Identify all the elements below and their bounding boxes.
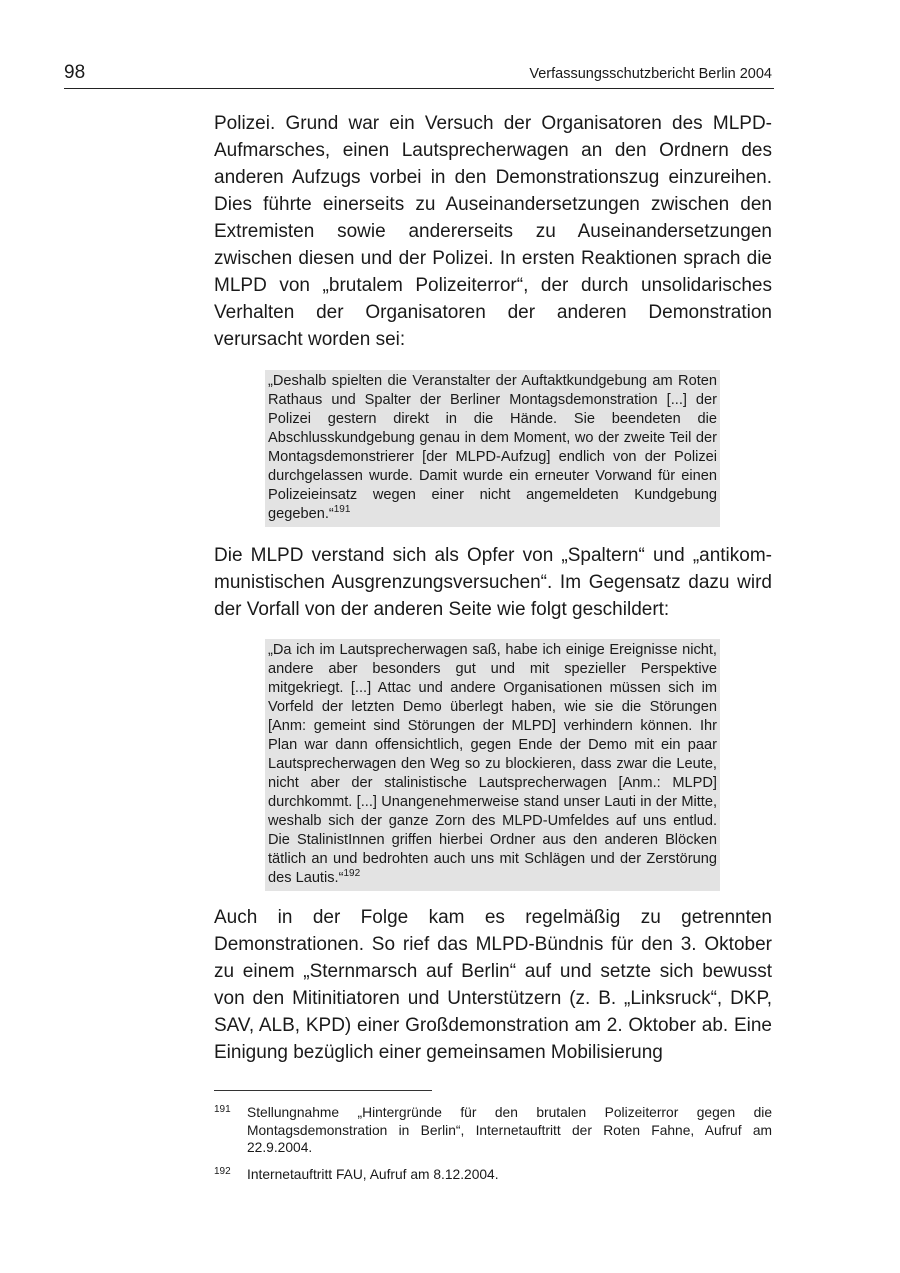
body-paragraph-2: Die MLPD verstand sich als Opfer von „Spaltern“ und „antikommunistischen Ausgrenzungsversuchen“. Im Gegensatz dazu wird der Vorfall von der anderen Seite wie folgt geschildert: <box>214 545 772 620</box>
footnote-192 <box>214 1166 772 1184</box>
footnote-text: Internetauftritt FAU, Aufruf am 8.12.2004. <box>247 1166 499 1182</box>
quote-1-text: „Deshalb spielten die Veranstalter der Auftaktkundgebung am Roten Rathaus und Spalter der Berliner Montagsdemonstration [...] der Polizei gestern direkt in die Hände. Sie beendeten die Abschlusskundgebung genau in dem Moment, wo der zweite Teil der Montagsdemonstrierer [der MLPD-Aufzug] endlich von der Polizei durchgelassen wurde. Damit wurde ein erneuter Vorwand für einen Polizeieinsatz wegen einer nicht angemeldeten Kundgebung gegeben.“ <box>268 373 717 522</box>
footnote-separator <box>214 1090 432 1091</box>
footnote-191 <box>214 1104 772 1157</box>
page-number: 98 <box>64 62 86 83</box>
footnote-text: Stellungnahme „Hintergründe für den brutalen Polizeiterror gegen die Montagsdemonstration in Berlin“, Internetauftritt der Roten Fahne, Aufruf am 22.9.2004. <box>247 1105 772 1155</box>
footnotes <box>214 1104 772 1192</box>
page-header <box>64 62 774 89</box>
quote-2-text: „Da ich im Lautsprecherwagen saß, habe ich einige Ereignisse nicht, andere aber besonders gut und mit spezieller Perspektive mitgekriegt. [...] Attac und andere Organisationen müssen sich im Vorfeld der letzten Demo überlegt haben, wie sie die Störungen [Anm: gemeint sind Störungen der MLPD] verhindern können. Ihr Plan war dann offensichtlich, gegen Ende der Demo mit ein paar Lautsprecherwagen den Weg so zu blockieren, dass zwar die Leute, nicht aber der stalinistische Lautsprecherwagen [Anm.: MLPD] durchkommt. [...] Unangenehmerweise stand unser Lauti in der Mitte, weshalb sich der ganze Zorn des MLPD-Umfeldes auf uns entlud. Die StalinistInnen griffen hierbei Ordner aus den anderen Blöcken tätlich an und bedrohten auch uns mit Schlägen und der Zerstörung des Lautis.“ <box>268 642 717 886</box>
footnote-ref-192: 192 <box>343 868 361 879</box>
footnote-number: 191 <box>214 1104 231 1115</box>
body-paragraph-3: Auch in der Folge kam es regelmäßig zu getrennten Demonstrationen. So rief das MLPD-Bündnis für den 3. Oktober zu einem „Sternmarsch auf Berlin“ auf und setzte sich bewusst von den Mitinitiatoren und Unterstützern (z. B. „Linksruck“, DKP, SAV, ALB, KPD) einer Großdemonstration am 2. Oktober ab. Eine Einigung bezüglich einer gemeinsamen Mobilisierung <box>214 907 772 1063</box>
block-quote-2 <box>265 639 720 891</box>
footnote-number: 192 <box>214 1165 231 1177</box>
main-content <box>214 110 772 1066</box>
block-quote-1 <box>265 370 720 527</box>
footnote-ref-191: 191 <box>333 504 351 515</box>
running-title: Verfassungsschutzbericht Berlin 2004 <box>529 66 772 82</box>
body-paragraph-1: Polizei. Grund war ein Versuch der Organisatoren des MLPD-Aufmarsches, einen Lautsprecherwagen an den Ordnern des anderen Aufzugs vorbei in den Demonstrationszug einzureihen. Dies führte einerseits zu Auseinandersetzungen zwischen den Extremisten sowie andererseits zu Auseinandersetzungen zwischen diesen und der Polizei. In ersten Reaktionen sprach die MLPD von „brutalem Polizeiterror“, der durch unsolidarisches Verhalten der Organisatoren der anderen Demonstration verursacht worden sei: <box>214 113 772 350</box>
